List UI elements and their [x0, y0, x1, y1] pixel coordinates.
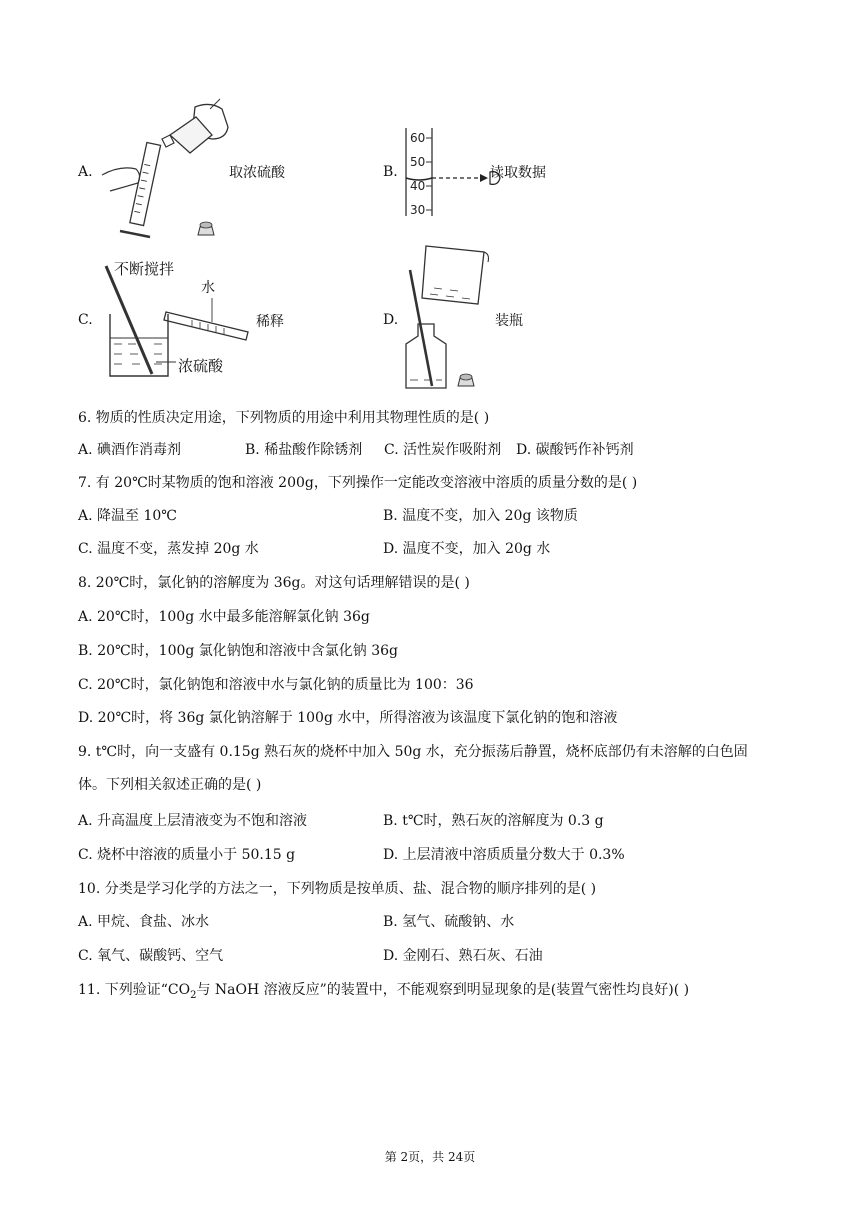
scale-label: 50	[410, 155, 426, 169]
scale-label: 30	[410, 203, 426, 217]
question-8-stem: 8. 20℃时，氯化钠的溶解度为 36g。对这句话理解错误的是( )	[78, 575, 470, 591]
question-7-option-d: D. 温度不变，加入 20g 水	[383, 541, 551, 557]
question-10-option-b: B. 氢气、硫酸钠、水	[383, 914, 515, 930]
question-9-option-b: B. t℃时，熟石灰的溶解度为 0.3 g	[383, 813, 604, 829]
subscript-2: 2	[190, 989, 197, 1001]
question-6-option-b: B. 稀盐酸作除锈剂	[245, 442, 363, 458]
page-footer: 第 2页，共 24页	[384, 1150, 476, 1164]
question-11-stem	[78, 980, 689, 1006]
scale-label: 60	[410, 131, 426, 145]
question-8-option-d: D. 20℃时，将 36g 氯化钠溶解于 100g 水中，所得溶液为该温度下氯化钠的饱和溶液	[78, 710, 618, 726]
stir-label: 不断搅拌	[114, 260, 175, 278]
question-9-stem-line1: 9. t℃时，向一支盛有 0.15g 熟石灰的烧杯中加入 50g 水，充分振荡后静置，烧杯底部仍有未溶解的白色固	[78, 744, 748, 760]
question-6-option-a: A. 碘酒作消毒剂	[78, 442, 182, 458]
option-a-letter: A.	[78, 164, 93, 180]
question-8-option-b: B. 20℃时，100g 氯化钠饱和溶液中含氯化钠 36g	[78, 643, 399, 659]
question-10-stem: 10. 分类是学习化学的方法之一，下列物质是按单质、盐、混合物的顺序排列的是( )	[78, 881, 597, 897]
pour-acid-illustration	[100, 95, 240, 245]
option-d-letter: D.	[383, 312, 399, 328]
bottling-illustration	[398, 240, 498, 390]
option-c-letter: C.	[78, 312, 93, 328]
question-9-stem-line2: 体。下列相关叙述正确的是( )	[78, 777, 262, 793]
question-6-option-d: D. 碳酸钙作补钙剂	[516, 442, 634, 458]
question-7-option-b: B. 温度不变，加入 20g 该物质	[383, 508, 578, 524]
question-10-option-a: A. 甲烷、食盐、冰水	[78, 914, 210, 930]
acid-label: 浓硫酸	[178, 357, 224, 375]
question-6-option-c: C. 活性炭作吸附剂	[384, 442, 502, 458]
question-7-option-c: C. 温度不变，蒸发掉 20g 水	[78, 541, 259, 557]
question-11-stem-b: 与 NaOH 溶液反应”的装置中，不能观察到明显现象的是(装置气密性均良好)( )	[196, 982, 690, 998]
option-c-caption: 稀释	[256, 314, 284, 330]
question-8-option-a: A. 20℃时，100g 水中最多能溶解氯化钠 36g	[78, 609, 370, 625]
question-11-stem-a: 11. 下列验证“CO	[78, 982, 191, 998]
question-10-option-c: C. 氧气、碳酸钙、空气	[78, 948, 224, 964]
option-a-caption: 取浓硫酸	[229, 165, 285, 181]
question-7-stem: 7. 有 20℃时某物质的饱和溶液 200g，下列操作一定能改变溶液中溶质的质量分数的是( )	[78, 475, 638, 491]
question-10-option-d: D. 金刚石、熟石灰、石油	[383, 948, 543, 964]
question-7-option-a: A. 降温至 10℃	[78, 508, 177, 524]
option-d-caption: 装瓶	[495, 313, 523, 329]
option-b-caption: 读取数据	[490, 165, 546, 181]
option-b-letter: B.	[383, 164, 398, 180]
scale-label: 40	[410, 179, 426, 193]
question-6-stem: 6. 物质的性质决定用途，下列物质的用途中利用其物理性质的是( )	[78, 410, 490, 426]
question-9-option-a: A. 升高温度上层清液变为不饱和溶液	[78, 813, 308, 829]
question-9-option-d: D. 上层清液中溶质质量分数大于 0.3%	[383, 847, 625, 863]
water-label: 水	[201, 280, 215, 296]
question-9-option-c: C. 烧杯中溶液的质量小于 50.15 g	[78, 847, 296, 863]
question-8-option-c: C. 20℃时，氯化钠饱和溶液中水与氯化钠的质量比为 100：36	[78, 677, 474, 693]
